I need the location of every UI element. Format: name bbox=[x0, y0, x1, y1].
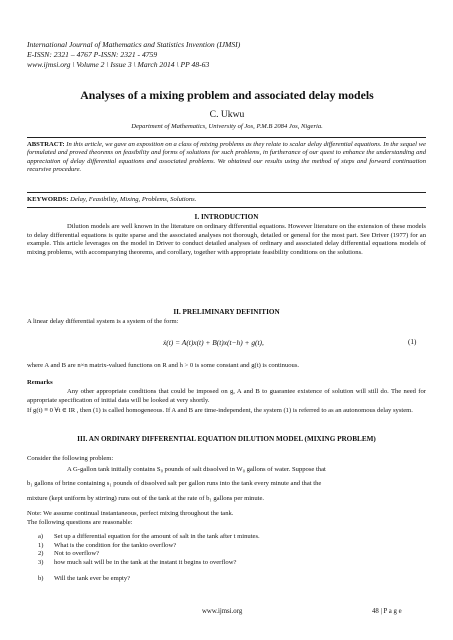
journal-name: International Journal of Mathematics and Statistics Invention (IJMSI) bbox=[27, 40, 241, 49]
keywords-rule bbox=[27, 207, 426, 208]
remarks-label: Remarks bbox=[27, 379, 53, 386]
keywords-text: Delay, Feasibility, Mixing, Problems, Solutions. bbox=[70, 196, 197, 203]
abstract-label: ABSTRACT: bbox=[27, 141, 65, 148]
list-item: 3) how much salt will be in the tank at the instant it begins to overflow? bbox=[38, 558, 237, 566]
abstract bbox=[27, 141, 426, 175]
abstract-text: In this article, we gave an exposition on a class of mixing problems as they relate to scalar delay differential equations. In the sequel we formulated and proved theorems on feasibility and forms of solutions for such problems, in furtherance of our quest to enhance the understanding and appreciation of delay differential equations and associated problems. We obtained our results using the method of steps and forward continuation recursive procedure. bbox=[27, 141, 426, 174]
problem-line-2: b₁ gallons of brine containing s₁ pounds of dissolved salt per gallon runs into the tank every minute and that the bbox=[27, 480, 322, 487]
equation-number: (1) bbox=[408, 338, 417, 346]
section-heading-introduction: I. INTRODUCTION bbox=[194, 213, 259, 221]
journal-header bbox=[27, 40, 240, 70]
abstract-top-rule bbox=[27, 137, 426, 138]
note-line-2: The following questions are reasonable: bbox=[27, 519, 133, 526]
footer-url[interactable]: www.ijmsi.org bbox=[202, 608, 243, 615]
page-number: 48 | P a g e bbox=[372, 608, 402, 615]
abstract-bottom-rule bbox=[27, 192, 426, 193]
problem-line-1: A G-gallon tank initially contains S₀ pounds of salt dissolved in W₀ gallons of water. Suppose that bbox=[67, 466, 326, 473]
preliminary-paragraph: A linear delay differential system is a system of the form: bbox=[27, 318, 179, 325]
consider-line: Consider the following problem: bbox=[27, 455, 114, 462]
keywords bbox=[27, 196, 426, 203]
journal-volume: www.ijmsi.org \ Volume 2 \ Issue 3 \ March 2014 \ PP 48-63 bbox=[27, 60, 210, 69]
list-item: 1) What is the condition for the tankto overflow? bbox=[38, 541, 177, 549]
section-heading-dilution: III. AN ORDINARY DIFFERENTIAL EQUATION DILUTION MODEL (MIXING PROBLEM) bbox=[77, 435, 376, 443]
question-list bbox=[38, 533, 260, 584]
paper-author: C. Ukwu bbox=[209, 109, 245, 120]
homogeneous-paragraph: If g(t) ≡ 0 ∀t ∈ IR , then (1) is called homogeneous. If A and B are time-independent, the system (1) is referred to as an autonomous delay system. bbox=[27, 407, 413, 414]
list-item: 2) Not to overflow? bbox=[38, 550, 100, 558]
author-affiliation: Department of Mathematics, University of Jos, P.M.B 2084 Jos, Nigeria. bbox=[131, 123, 323, 130]
keywords-label: KEYWORDS: bbox=[27, 196, 69, 203]
note-line-1: Note: We assume continual instantaneous, perfect mixing throughout the tank. bbox=[27, 510, 234, 517]
equation-1: ẋ(t) = A(t)x(t) + B(t)x(t−h) + g(t), bbox=[163, 338, 264, 347]
remarks-paragraph: Any other appropriate conditions that could be imposed on g, A and B to guarantee existence of solution will still do. The need for appropriate specification of initial data will be looked at very shortly. bbox=[27, 388, 426, 404]
section-heading-preliminary: II. PRELIMINARY DEFINITION bbox=[173, 308, 280, 316]
paper-title: Analyses of a mixing problem and associated delay models bbox=[80, 88, 374, 102]
journal-issn: E-ISSN: 2321 – 4767 P-ISSN: 2321 - 4759 bbox=[27, 50, 158, 59]
problem-line-3: mixture (kept uniform by stirring) runs out of the tank at the rate of b₁ gallons per minute. bbox=[27, 495, 265, 502]
introduction-paragraph: Dilution models are well known in the literature on ordinary differential equations. However literature on the extension of these models to delay differential equations is quite sparse and the associated analyses not thorough, detailed or general for the most part. See Driver (1977) for an example. This article leverages on the model in Driver to conduct detailed analyses of ordinary and associated delay differential equations models of mixing problems, with accompanying theorems, and corollary, together with appropriate feasibility conditions on the solutions. bbox=[27, 223, 426, 256]
list-item: a) Set up a differential equation for the amount of salt in the tank after t minutes. bbox=[38, 533, 260, 540]
list-item: b) Will the tank ever be empty? bbox=[38, 575, 131, 583]
where-paragraph: where A and B are n×n matrix-valued functions on R and h > 0 is some constant and g(t) is continuous. bbox=[27, 362, 300, 369]
